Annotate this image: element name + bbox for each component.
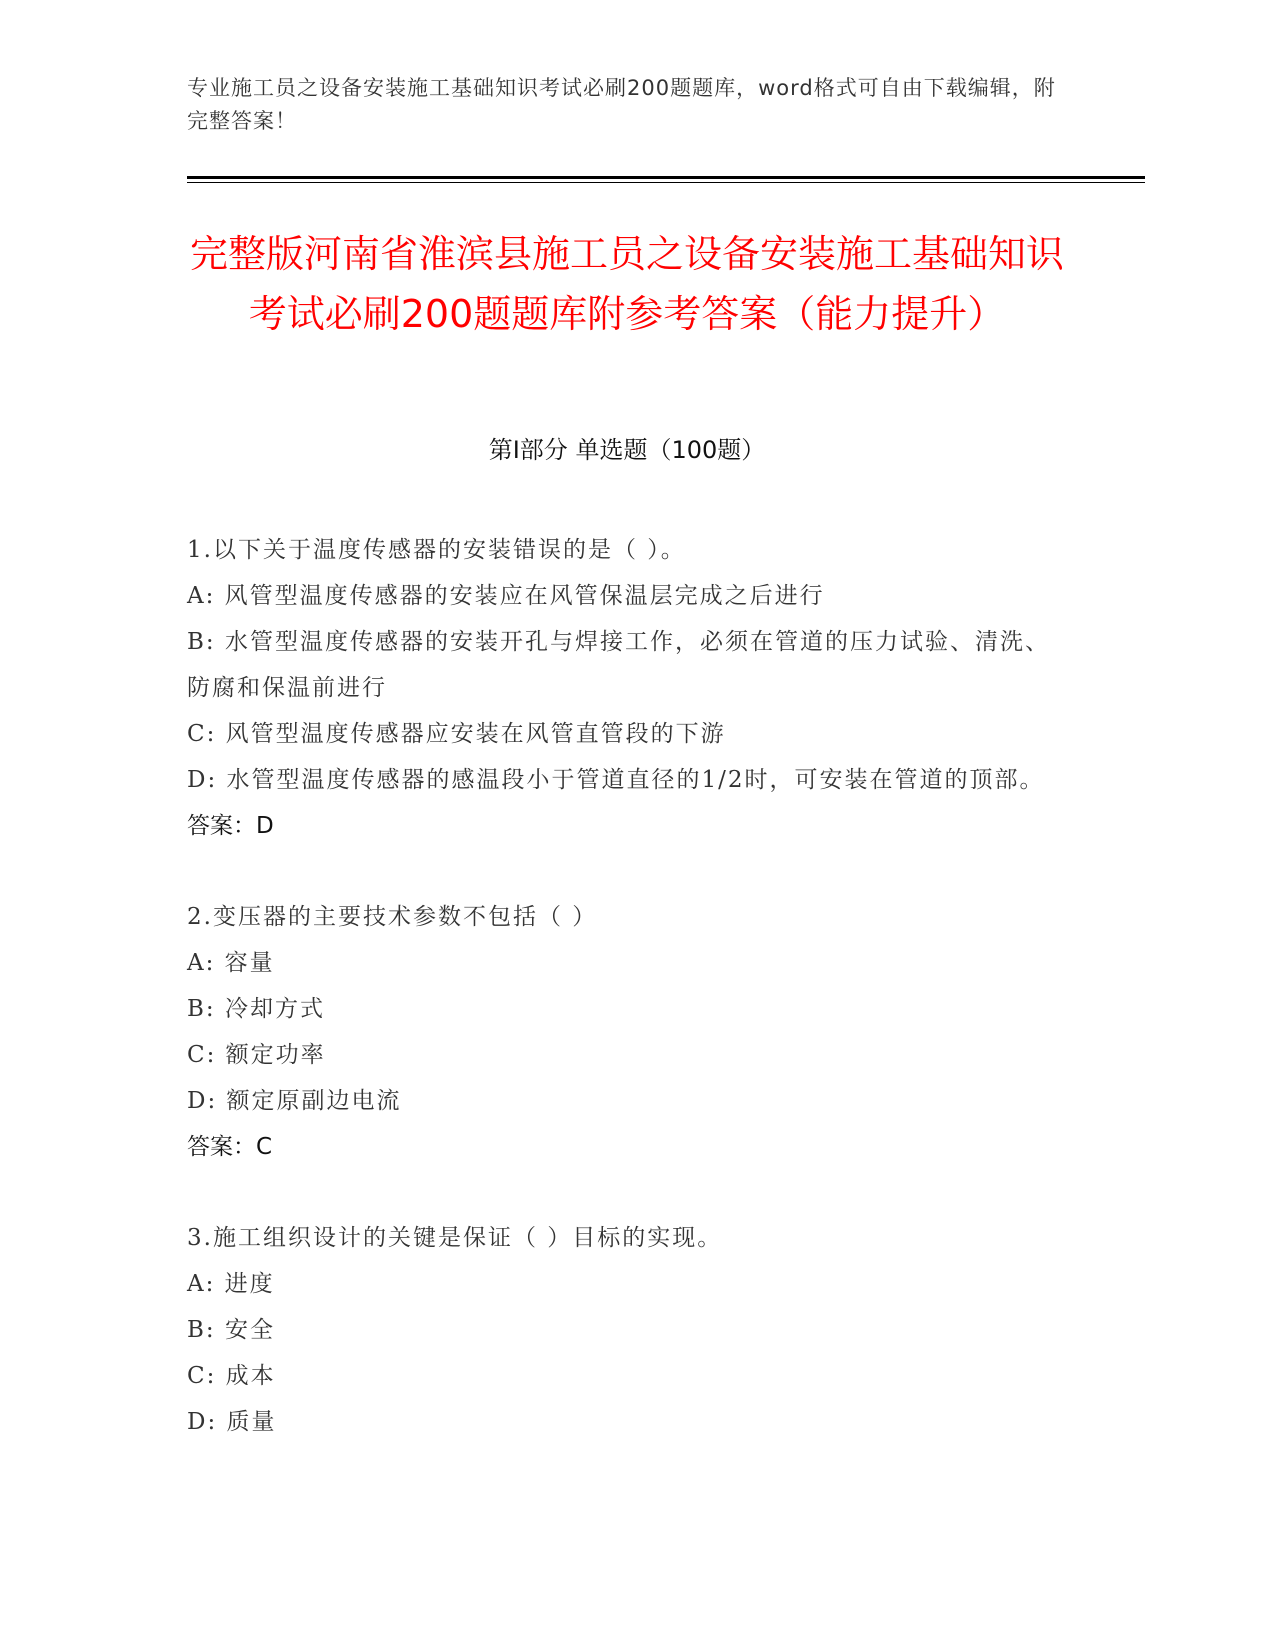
header-divider-thin [187,182,1145,183]
header-note: 专业施工员之设备安装施工基础知识考试必刷200题题库，word格式可自由下载编辑，附完整答案！ [187,76,1056,133]
option-b: B: 安全 [187,1317,275,1343]
option-a: A: 容量 [187,950,275,976]
question-stem: 2.变压器的主要技术参数不包括（ ） [187,904,598,930]
header-divider-thick [187,176,1145,179]
option-c: C: 成本 [187,1363,276,1389]
question-3 [187,1215,1067,1445]
option-b: B: 冷却方式 [187,996,325,1022]
question-stem: 3.施工组织设计的关键是保证（ ）目标的实现。 [187,1225,723,1251]
option-c: C: 额定功率 [187,1042,326,1068]
option-d: D: 水管型温度传感器的感温段小于管道直径的1/2时，可安装在管道的顶部。 [187,767,1045,793]
option-d: D: 额定原副边电流 [187,1088,402,1114]
answer: 答案：C [187,1134,273,1160]
question-list [187,527,1067,1490]
section-title: 第Ⅰ部分 单选题（100题） [488,436,766,464]
option-c: C: 风管型温度传感器应安装在风管直管段的下游 [187,721,726,747]
option-a: A: 风管型温度传感器的安装应在风管保温层完成之后进行 [187,583,825,609]
question-2 [187,894,1067,1170]
option-a: A: 进度 [187,1271,275,1297]
question-1 [187,527,1067,849]
document-title: 完整版河南省淮滨县施工员之设备安装施工基础知识考试必刷200题题库附参考答案（能力提升） [189,232,1064,336]
answer: 答案：D [187,813,274,839]
option-b: B: 水管型温度传感器的安装开孔与焊接工作，必须在管道的压力试验、清洗、防腐和保温前进行 [187,629,1050,701]
option-d: D: 质量 [187,1409,277,1435]
question-stem: 1.以下关于温度传感器的安装错误的是（ ）。 [187,537,686,563]
